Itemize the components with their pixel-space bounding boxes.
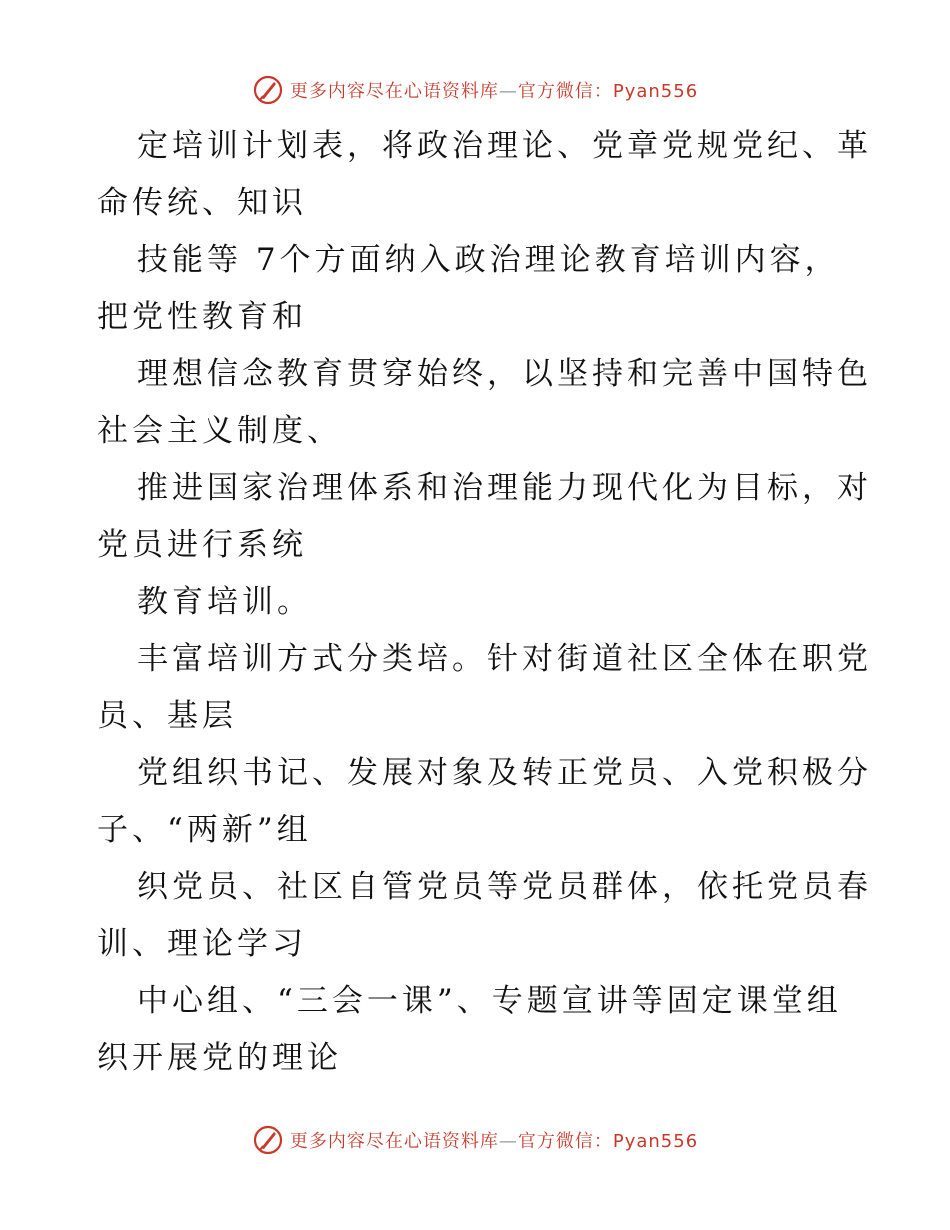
paragraph-line	[97, 631, 872, 745]
paragraph-line	[97, 574, 857, 631]
feather-pen-circle-icon	[252, 1124, 284, 1156]
banner-handle: Pyan556	[612, 1131, 699, 1152]
paragraph-line	[97, 232, 857, 346]
banner-suffix: 官方微信：	[517, 1131, 613, 1152]
line-text: 织党员、社区自管党员等党员群体，依托党员春	[137, 869, 872, 905]
paragraph-line	[97, 460, 872, 574]
feather-pen-circle-icon	[252, 74, 284, 106]
line-continuation: 训、理论学习	[97, 926, 307, 962]
line-continuation: 子、“两新”组	[97, 812, 312, 848]
paragraph-line	[97, 745, 872, 859]
line-continuation: 命传统、知识	[97, 185, 307, 221]
banner-title: 更多内容尽在心语资料库	[289, 1131, 499, 1152]
line-text: 党组织书记、发展对象及转正党员、入党积极分	[137, 755, 872, 791]
banner-separator: —	[498, 1131, 518, 1152]
line-text: 技能等 7个方面纳入政治理论教育培训内容，	[137, 242, 840, 278]
line-continuation: 党员进行系统	[97, 527, 307, 563]
paragraph-line	[97, 973, 857, 1087]
line-text: 教育培训。	[137, 584, 312, 620]
banner-separator: —	[498, 81, 518, 102]
line-text: 定培训计划表，将政治理论、党章党规党纪、革	[137, 128, 872, 164]
footer-banner	[0, 1120, 950, 1160]
banner-suffix: 官方微信：	[517, 81, 613, 102]
paragraph-line	[97, 118, 872, 232]
line-text: 推进国家治理体系和治理能力现代化为目标，对	[137, 470, 872, 506]
banner-handle: Pyan556	[612, 81, 699, 102]
document-body	[97, 118, 872, 1087]
paragraph-line	[97, 346, 872, 460]
banner-title: 更多内容尽在心语资料库	[289, 81, 499, 102]
line-continuation: 织开展党的理论	[97, 1040, 342, 1076]
line-text: 理想信念教育贯穿始终，以坚持和完善中国特色	[137, 356, 872, 392]
header-banner	[0, 70, 950, 110]
paragraph-line	[97, 859, 872, 973]
line-continuation: 社会主义制度、	[97, 413, 342, 449]
line-continuation: 员、基层	[97, 698, 237, 734]
line-continuation: 把党性教育和	[97, 299, 307, 335]
line-text: 中心组、“三会一课”、专题宣讲等固定课堂组	[137, 983, 842, 1019]
line-text: 丰富培训方式分类培。针对街道社区全体在职党	[137, 641, 872, 677]
